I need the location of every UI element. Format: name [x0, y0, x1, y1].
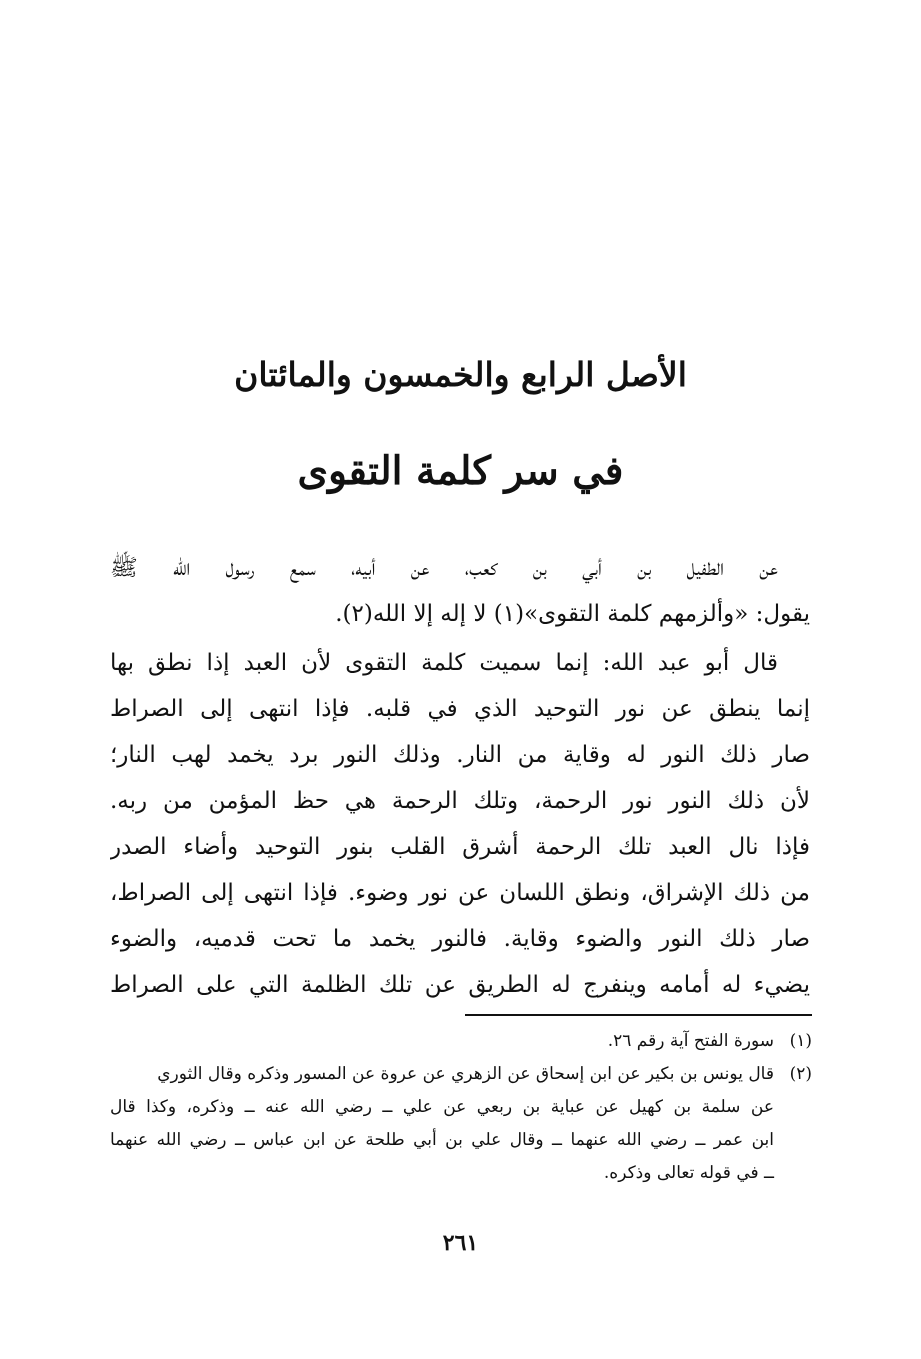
footnote-number: (١)	[789, 1031, 812, 1051]
text-line: من ذلك الإشراق، ونطق اللسان عن نور وضوء. فإذا انتهى إلى الصراط،	[110, 880, 810, 906]
page-number: ٢٦١	[442, 1230, 479, 1256]
footnote-text: قال يونس بن بكير عن ابن إسحاق عن الزهري عن عروة عن المسور وذكره وقال الثوري	[157, 1064, 774, 1084]
footnote-text: سورة الفتح آية رقم ٢٦.	[607, 1031, 774, 1051]
footnote-text-line: ــ في قوله تعالى وذكره.	[603, 1163, 774, 1183]
footnote-separator	[465, 1014, 812, 1016]
footnotes	[110, 1025, 812, 1190]
text-line: يقول: «وألزمهم كلمة التقوى»(١) لا إله إلا الله(٢).	[335, 601, 810, 627]
footnote-text-line: عن سلمة بن كهيل عن عباية بن ربعي عن علي ــ رضي الله عنه ــ وذكره، وكذا قال	[110, 1097, 774, 1117]
text-line: صار ذلك النور له وقاية من النار. وذلك النور برد يخمد لهب النار؛	[110, 742, 810, 768]
chapter-title: الأصل الرابع والخمسون والمائتان	[234, 355, 687, 394]
text-line: فإذا نال العبد تلك الرحمة أشرق القلب بنور التوحيد وأضاء الصدر	[110, 834, 810, 860]
text-line: عن الطفيل بن أبي بن كعب، عن أبيه، سمع رسول الله ﷺ	[110, 555, 778, 581]
footnote-1	[110, 1025, 812, 1058]
text-line: لأن ذلك النور نور الرحمة، وتلك الرحمة هي حظ المؤمن من ربه.	[110, 788, 810, 814]
text-line: قال أبو عبد الله: إنما سميت كلمة التقوى لأن العبد إذا نطق بها	[110, 650, 778, 676]
text-line: صار ذلك النور والضوء وقاية. فالنور يخمد ما تحت قدميه، والضوء	[110, 926, 810, 952]
paragraph-hadith	[110, 545, 810, 637]
chapter-subtitle: في سر كلمة التقوى	[297, 448, 624, 494]
footnote-2	[110, 1058, 812, 1091]
text-line: يضيء له أمامه وينفرج له الطريق عن تلك الظلمة التي على الصراط	[110, 972, 810, 998]
paragraph-commentary	[110, 640, 810, 1008]
text-line: إنما ينطق عن نور التوحيد الذي في قلبه. فإذا انتهى إلى الصراط	[110, 696, 810, 722]
footnote-number: (٢)	[789, 1064, 812, 1084]
footnote-text-line: ابن عمر ــ رضي الله عنهما ــ وقال علي بن أبي طلحة عن ابن عباس ــ رضي الله عنهما	[110, 1130, 774, 1150]
